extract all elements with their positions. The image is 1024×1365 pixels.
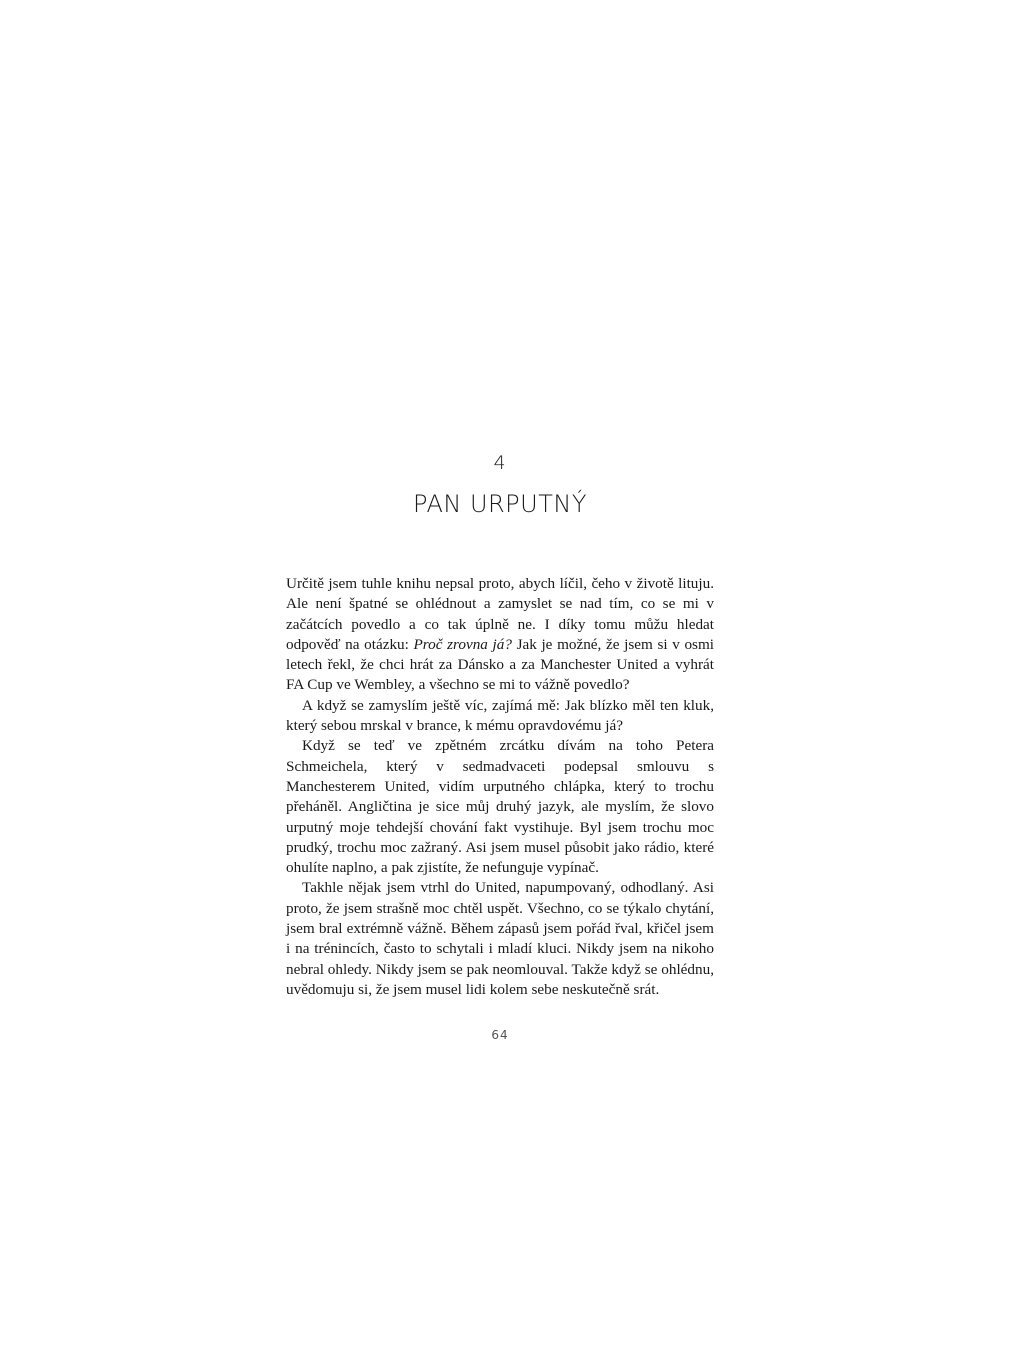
paragraph-2: A když se zamyslím ještě víc, zajímá mě: Jak blízko měl ten kluk, který sebou mrskal v brance, k mému opravdovému já? [286, 696, 714, 735]
paragraph-4: Takhle nějak jsem vtrhl do United, napumpovaný, odhodlaný. Asi proto, že jsem strašně moc chtěl uspět. Všechno, co se týkalo chytání, jsem bral extrémně vážně. Během zápasů jsem pořád řval, křičel jsem i na trénincích, často to schytali i mladí kluci. Nikdy jsem na nikoho nebral ohledy. Nikdy jsem se pak neomlouval. Takže když se ohlédnu, uvědomuju si, že jsem musel lidi kolem sebe neskutečně srát. [286, 879, 714, 998]
paragraph-1-text-start: Určitě jsem tuhle knihu nepsal proto, abych líčil, čeho v životě lituju. Ale není špatné se ohlédnout a zamyslet se nad tím, co se mi v začátcích povedlo a co tak úplně ne. I díky tomu můžu hledat odpověď na otázku: [286, 575, 714, 653]
paragraph-1-italic-question: Proč zrovna já? [413, 635, 512, 653]
chapter-number: 4 [493, 452, 507, 474]
chapter-body [286, 574, 714, 1000]
page-number: 64 [491, 1028, 509, 1042]
paragraph-1 [286, 574, 714, 696]
chapter-title: PAN URPUTNÝ [413, 490, 587, 518]
paragraph-3: Když se teď ve zpětném zrcátku dívám na toho Petera Schmeichela, který v sedmadvaceti podepsal smlouvu s Manchesterem United, vidím urputného chlápka, který to trochu přeháněl. Angličtina je sice můj druhý jazyk, ale myslím, že slovo urputný moje tehdejší chování fakt vystihuje. Byl jsem trochu moc prudký, trochu moc zažraný. Asi jsem musel působit jako rádio, které ohulíte naplno, a pak zjistíte, že nefunguje vypínač. [286, 737, 714, 877]
paragraph-1-text-end: Jak je možné, že jsem si v osmi letech řekl, že chci hrát za Dánsko a za Manchester United a vyhrát FA Cup ve Wembley, a všechno se mi to vážně povedlo? [286, 635, 714, 694]
